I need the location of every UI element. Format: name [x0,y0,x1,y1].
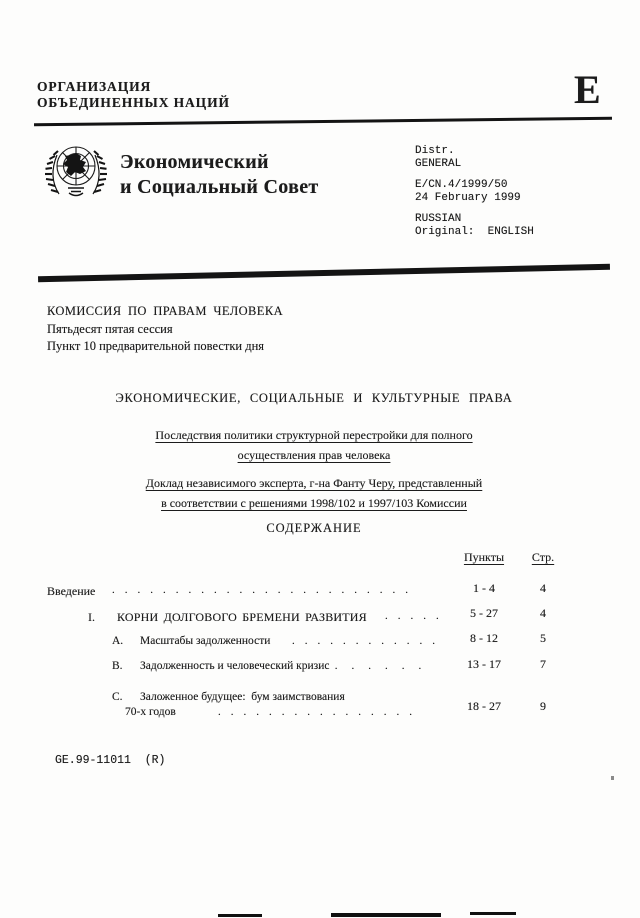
footer-ge-number: GE.99-11011 (R) [55,754,166,767]
subtitle [0,426,628,465]
un-emblem-icon [45,141,107,199]
council-name-line1: Экономический [120,151,269,173]
doc-date: 24 February 1999 [415,191,521,204]
toc-row-label: Масштабы задолженности [140,635,271,647]
toc-dots: ................ [218,706,422,718]
toc-dots: ..... [385,610,449,622]
toc-paragraph-range: 8 - 12 [470,631,498,645]
org-name [37,79,230,110]
toc-paragraph-range: 13 - 17 [467,657,501,671]
toc-paragraph-range: 1 - 4 [473,581,495,595]
toc-dots: ............ [292,635,445,647]
toc-col-page: Стр. [531,550,555,564]
toc-page-number: 9 [540,699,546,713]
scan-artifact-dot [611,776,614,780]
toc-row-num: I. [88,610,95,624]
council-name [120,150,319,199]
toc-row-label: Заложенное будущее: бум заимствования [140,691,345,703]
org-name-line2: ОБЪЕДИНЕННЫХ НАЦИЙ [37,94,230,110]
toc-page-number: 4 [540,581,546,595]
toc-page-number: 4 [540,606,546,620]
scan-artifact-bar [331,913,441,917]
toc-dots: ........................ [112,584,418,596]
toc-dots: ....... [318,660,436,672]
toc-row-num: B. [112,660,123,672]
document-series-letter: E [574,67,601,112]
session-block [47,303,283,356]
subtitle-line-1: Последствия политики структурной перестройки для полного [155,428,473,442]
toc-row-label: Задолженность и человеческий кризис [140,660,330,672]
commission-title: КОМИССИЯ ПО ПРАВАМ ЧЕЛОВЕКА [47,304,283,318]
report-title-line-2: в соответствии с решениями 1998/102 и 1997/103 Комиссии [161,496,467,510]
header-rule [34,117,612,127]
toc-row-num: A. [112,635,124,647]
scan-artifact-bar [470,912,516,915]
toc-row-num: C. [112,691,123,703]
toc-row-label: Введение [47,584,96,598]
distr-label: Distr. [415,145,455,157]
report-title [0,473,628,513]
section-rule [38,264,610,282]
contents-heading: СОДЕРЖАНИЕ [266,521,362,535]
report-title-line-1: Доклад независимого эксперта, г-на Фанту Черу, представленный [145,476,483,490]
toc-page-number: 5 [540,631,546,645]
toc-col-paragraphs: Пункты [463,550,505,564]
scan-artifact-bar [218,914,262,917]
council-name-line2: и Социальный Совет [120,175,319,198]
distribution-block [415,145,534,238]
org-name-line1: ОРГАНИЗАЦИЯ [37,79,152,94]
doc-symbol: E/CN.4/1999/50 [415,179,508,191]
distr-type: GENERAL [415,157,462,170]
doc-original-language: Original: ENGLISH [415,225,534,238]
agenda-item-line: Пункт 10 предварительной повестки дня [47,339,265,353]
doc-language: RUSSIAN [415,213,462,225]
subtitle-line-2: осуществления прав человека [237,447,391,462]
session-line: Пятьдесят пятая сессия [47,321,173,336]
toc-paragraph-range: 5 - 27 [470,606,498,620]
toc-page-number: 7 [540,657,546,671]
main-title: ЭКОНОМИЧЕСКИЕ, СОЦИАЛЬНЫЕ И КУЛЬТУРНЫЕ ПРАВА [115,391,513,405]
toc-paragraph-range: 18 - 27 [467,699,501,713]
toc-row-label-line2: 70-х годов [125,706,176,718]
toc-row-label: КОРНИ ДОЛГОВОГО БРЕМЕНИ РАЗВИТИЯ [117,610,367,624]
